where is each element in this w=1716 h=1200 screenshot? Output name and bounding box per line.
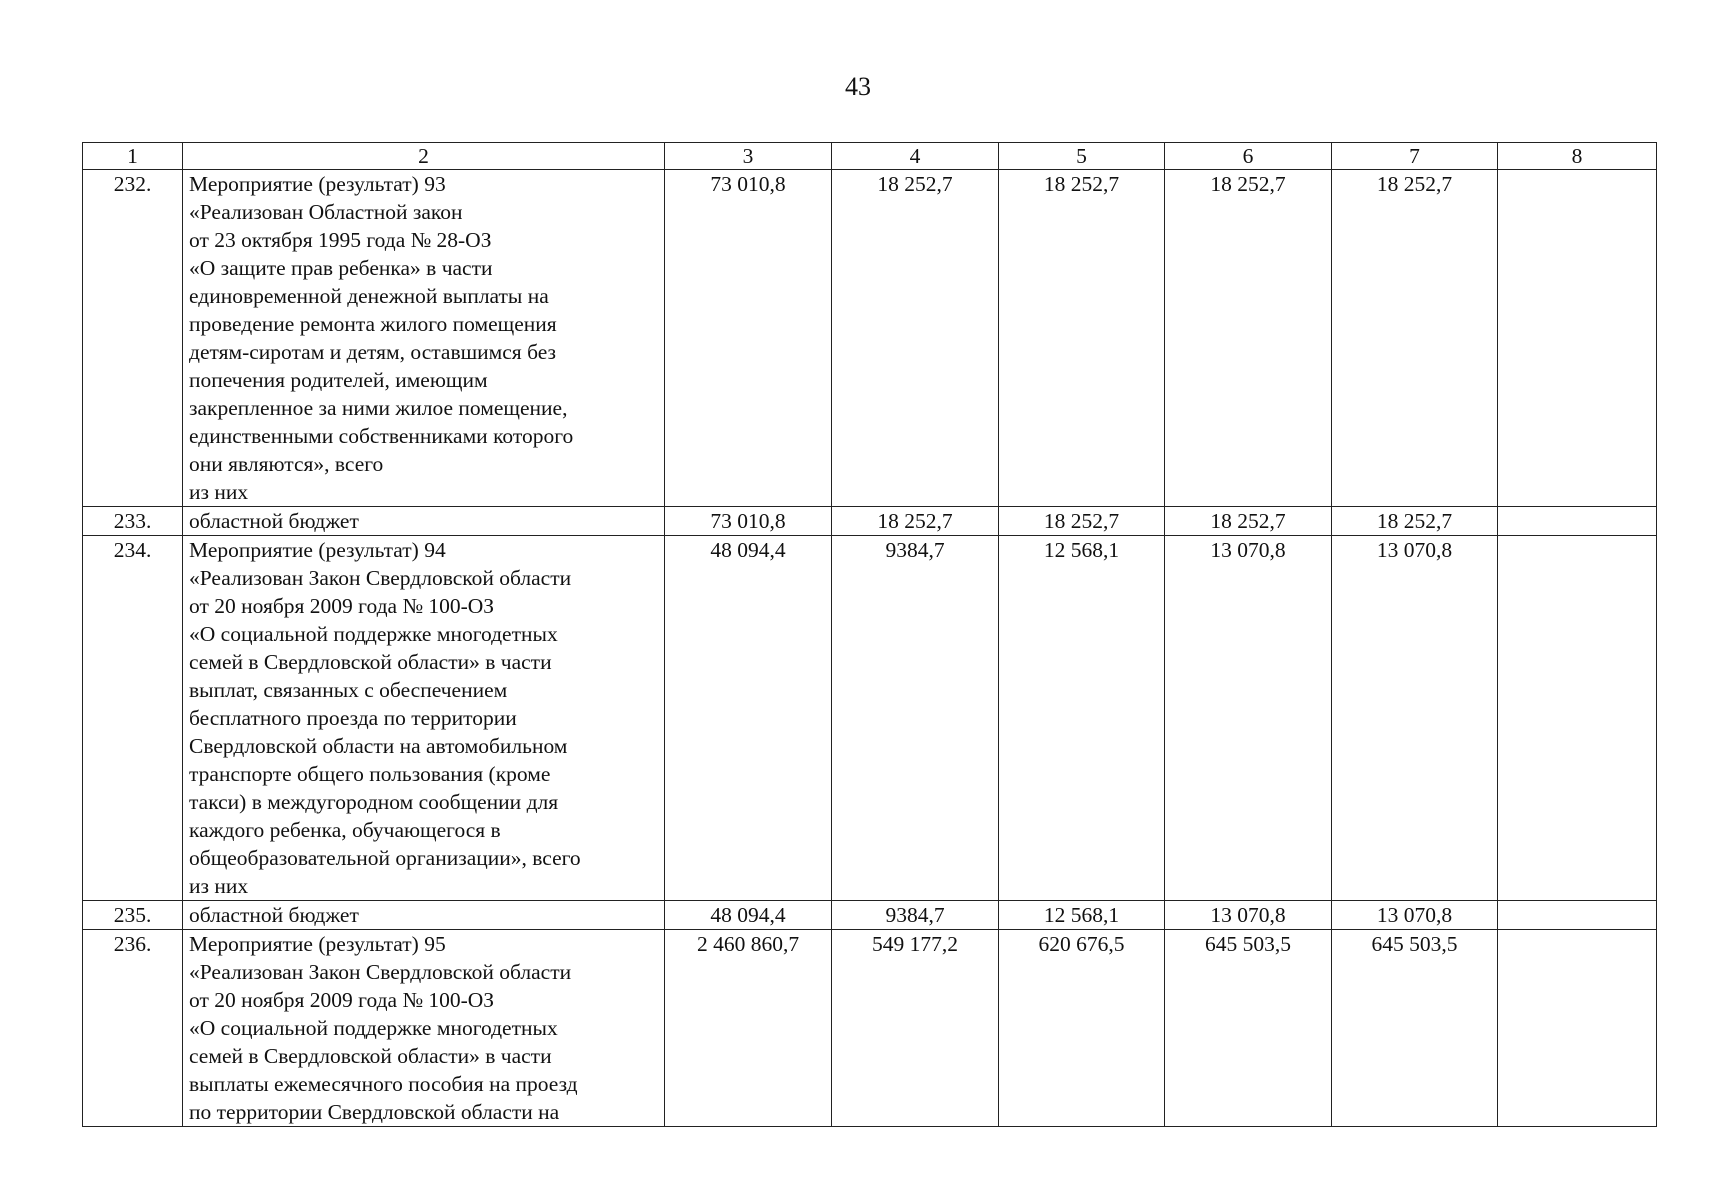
- column-header-7: 7: [1332, 143, 1498, 170]
- description-line: Мероприятие (результат) 95: [189, 932, 446, 956]
- row-number: 233.: [83, 507, 183, 536]
- row-description: [183, 930, 665, 1127]
- row-description: [183, 901, 665, 930]
- description-line: «Реализован Закон Свердловской области: [189, 960, 572, 984]
- value-cell-col-6: 645 503,5: [1165, 930, 1332, 1127]
- description-line: транспорте общего пользования (кроме: [189, 762, 551, 786]
- value-cell-col-4: 18 252,7: [832, 170, 999, 507]
- row-number: 236.: [83, 930, 183, 1127]
- value-cell-col-3: 73 010,8: [665, 170, 832, 507]
- description-line: Свердловской области на автомобильном: [189, 734, 568, 758]
- column-header-4: 4: [832, 143, 999, 170]
- description-line: «Реализован Закон Свердловской области: [189, 566, 572, 590]
- table-row: [83, 536, 1657, 901]
- table-row: [83, 901, 1657, 930]
- value-cell-col-5: 620 676,5: [999, 930, 1165, 1127]
- value-cell-col-5: 12 568,1: [999, 536, 1165, 901]
- value-cell-col-4: 9384,7: [832, 536, 999, 901]
- value-cell-col-5: 18 252,7: [999, 507, 1165, 536]
- row-number: 232.: [83, 170, 183, 507]
- description-line: Мероприятие (результат) 94: [189, 538, 446, 562]
- value-cell-col-3: 48 094,4: [665, 536, 832, 901]
- description-line: проведение ремонта жилого помещения: [189, 312, 557, 336]
- page-number: 43: [845, 72, 871, 101]
- value-cell-col-6: 18 252,7: [1165, 507, 1332, 536]
- value-cell-col-8: [1498, 901, 1657, 930]
- description-line: Мероприятие (результат) 93: [189, 172, 446, 196]
- column-header-5: 5: [999, 143, 1165, 170]
- description-line: от 20 ноября 2009 года № 100-ОЗ: [189, 988, 495, 1012]
- description-line: единственными собственниками которого: [189, 424, 574, 448]
- description-line: «О социальной поддержке многодетных: [189, 622, 558, 646]
- description-line: от 23 октября 1995 года № 28-ОЗ: [189, 228, 492, 252]
- value-cell-col-6: 13 070,8: [1165, 536, 1332, 901]
- header-row: [83, 143, 1657, 170]
- column-header-3: 3: [665, 143, 832, 170]
- column-header-1: 1: [83, 143, 183, 170]
- description-line: семей в Свердловской области» в части: [189, 650, 552, 674]
- value-cell-col-7: 18 252,7: [1332, 507, 1498, 536]
- description-line: единовременной денежной выплаты на: [189, 284, 549, 308]
- description-line: семей в Свердловской области» в части: [189, 1044, 552, 1068]
- description-line: «О защите прав ребенка» в части: [189, 256, 493, 280]
- value-cell-col-6: 13 070,8: [1165, 901, 1332, 930]
- column-header-8: 8: [1498, 143, 1657, 170]
- value-cell-col-7: 13 070,8: [1332, 536, 1498, 901]
- description-line: областной бюджет: [189, 903, 359, 927]
- value-cell-col-8: [1498, 536, 1657, 901]
- value-cell-col-7: 645 503,5: [1332, 930, 1498, 1127]
- value-cell-col-3: 73 010,8: [665, 507, 832, 536]
- description-line: выплат, связанных с обеспечением: [189, 678, 508, 702]
- value-cell-col-3: 48 094,4: [665, 901, 832, 930]
- column-header-6: 6: [1165, 143, 1332, 170]
- description-line: «О социальной поддержке многодетных: [189, 1016, 558, 1040]
- description-line: попечения родителей, имеющим: [189, 368, 488, 392]
- row-description: [183, 170, 665, 507]
- value-cell-col-4: 18 252,7: [832, 507, 999, 536]
- value-cell-col-7: 18 252,7: [1332, 170, 1498, 507]
- description-line: по территории Свердловской области на: [189, 1100, 560, 1124]
- value-cell-col-4: 549 177,2: [832, 930, 999, 1127]
- value-cell-col-8: [1498, 507, 1657, 536]
- description-line: выплаты ежемесячного пособия на проезд: [189, 1072, 578, 1096]
- budget-table: [82, 142, 1657, 1127]
- row-number: 234.: [83, 536, 183, 901]
- description-line: они являются», всего: [189, 452, 384, 476]
- value-cell-col-6: 18 252,7: [1165, 170, 1332, 507]
- value-cell-col-7: 13 070,8: [1332, 901, 1498, 930]
- description-line: «Реализован Областной закон: [189, 200, 463, 224]
- column-header-2: 2: [183, 143, 665, 170]
- description-line: областной бюджет: [189, 509, 359, 533]
- description-line: общеобразовательной организации», всего: [189, 846, 581, 870]
- value-cell-col-4: 9384,7: [832, 901, 999, 930]
- row-description: [183, 507, 665, 536]
- description-line: закрепленное за ними жилое помещение,: [189, 396, 568, 420]
- table-row: [83, 170, 1657, 507]
- value-cell-col-8: [1498, 170, 1657, 507]
- description-line: детям-сиротам и детям, оставшимся без: [189, 340, 557, 364]
- description-line: бесплатного проезда по территории: [189, 706, 517, 730]
- description-line: такси) в междугородном сообщении для: [189, 790, 559, 814]
- description-line: из них: [189, 480, 249, 504]
- value-cell-col-8: [1498, 930, 1657, 1127]
- value-cell-col-5: 18 252,7: [999, 170, 1165, 507]
- description-line: каждого ребенка, обучающегося в: [189, 818, 501, 842]
- row-number: 235.: [83, 901, 183, 930]
- row-description: [183, 536, 665, 901]
- value-cell-col-3: 2 460 860,7: [665, 930, 832, 1127]
- value-cell-col-5: 12 568,1: [999, 901, 1165, 930]
- description-line: от 20 ноября 2009 года № 100-ОЗ: [189, 594, 495, 618]
- table-row: [83, 930, 1657, 1127]
- description-line: из них: [189, 874, 249, 898]
- table-row: [83, 507, 1657, 536]
